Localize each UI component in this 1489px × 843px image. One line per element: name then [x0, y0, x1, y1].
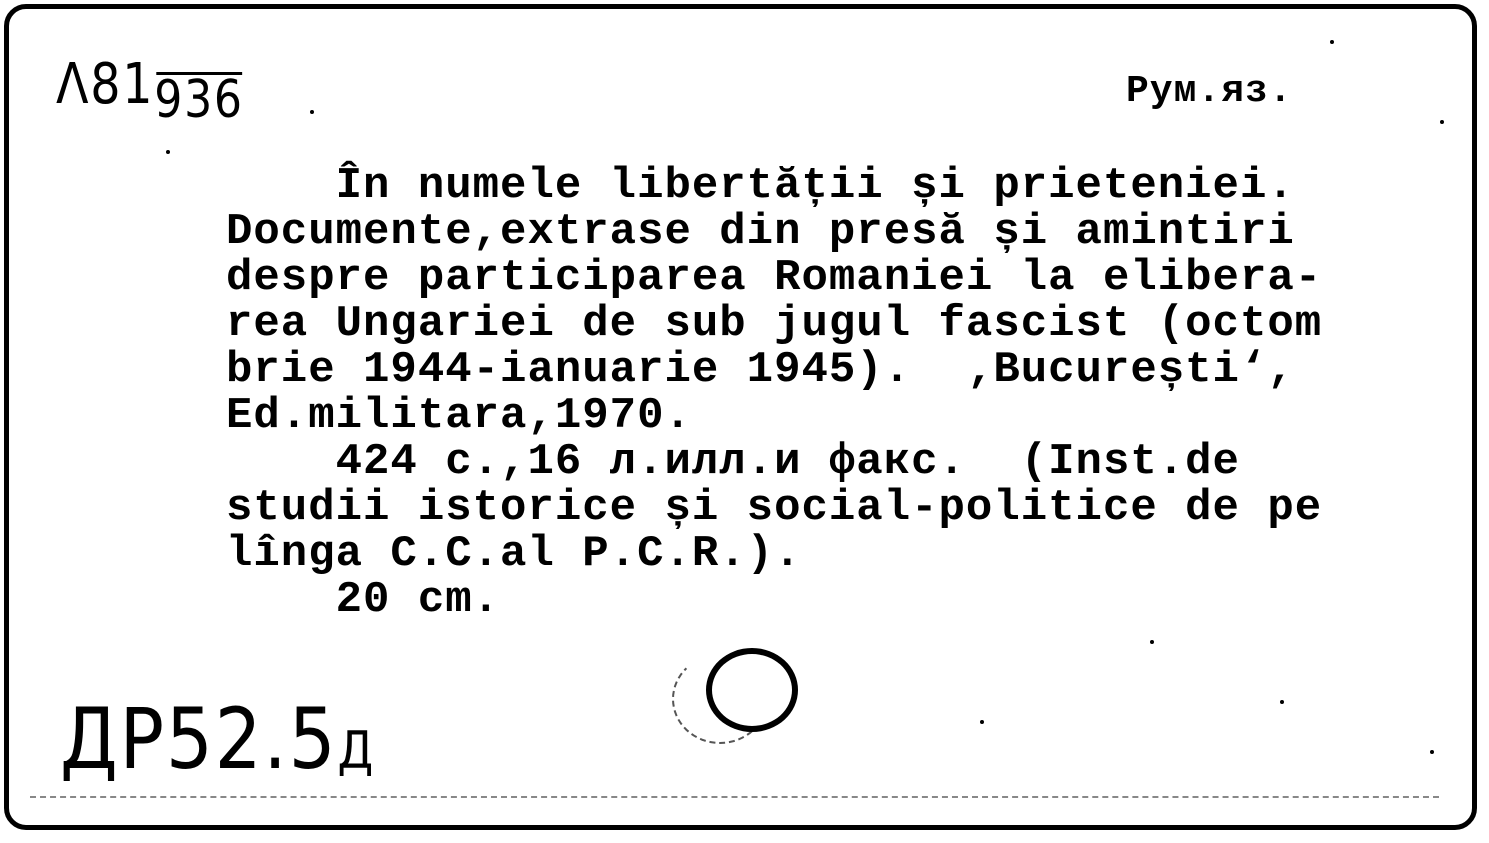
inventory-number-main: ДР52.5	[60, 690, 338, 788]
speck	[1440, 120, 1444, 124]
entry-line: despre participarea Romaniei la elibera-	[226, 253, 1323, 303]
speck	[1150, 640, 1154, 644]
entry-line: 20 cm.	[226, 575, 501, 625]
entry-line: Ed.militara,1970.	[226, 391, 692, 441]
entry-line: lînga C.C.al P.C.R.).	[226, 529, 802, 579]
speck	[980, 720, 984, 724]
speck	[1280, 700, 1284, 704]
entry-line: Documente,extrase din presă și amintiri	[226, 207, 1295, 257]
speck	[166, 150, 170, 154]
speck	[310, 110, 314, 114]
entry-line: studii istorice și social-politice de pe	[226, 483, 1323, 533]
inventory-number	[60, 690, 375, 788]
speck	[1430, 750, 1434, 754]
entry-line: brie 1944-ianuarie 1945). ‚București‘,	[226, 345, 1295, 395]
inventory-number-suffix: Д	[337, 721, 375, 781]
shelf-mark	[56, 52, 244, 130]
language-note: Рум.яз.	[1126, 70, 1293, 113]
shelf-mark-main: Λ81	[56, 52, 155, 117]
speck	[1330, 40, 1334, 44]
entry-line: rea Ungariei de sub jugul fascist (octom	[226, 299, 1323, 349]
shelf-mark-sub: 936	[154, 70, 244, 130]
punch-hole	[706, 648, 798, 732]
bibliographic-entry	[226, 163, 1456, 623]
entry-line: În numele libertății și prieteniei.	[226, 161, 1295, 211]
entry-line: 424 c.,16 л.илл.и факс. (Inst.de	[226, 437, 1240, 487]
bottom-rule	[30, 796, 1439, 798]
